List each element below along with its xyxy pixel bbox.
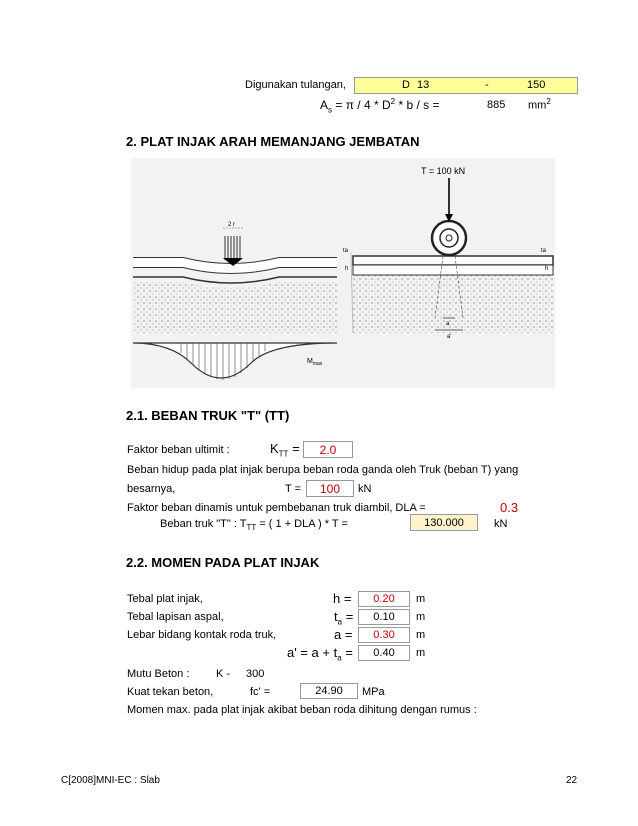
label-a-prime: a'	[447, 334, 452, 340]
t-label: T =	[285, 483, 302, 495]
row-ta-value: 0.10	[358, 609, 410, 625]
row-a-value: 0.30	[358, 627, 410, 643]
as-formula: $A_s = \pi / 4 * D^2 * b / s$ =	[320, 97, 440, 115]
as-value: 885	[487, 99, 506, 111]
t-unit: kN	[358, 483, 372, 495]
row-ta-sym: $t_a$ =	[334, 609, 354, 627]
label-h-right: h	[545, 266, 549, 272]
label-a: a	[446, 321, 450, 327]
section-2-1-title: 2.1. BEBAN TRUK "T" (TT)	[126, 408, 290, 423]
label-mmax: $M_{max}$	[307, 358, 323, 367]
bar-d: D	[402, 79, 410, 91]
fc-label: Kuat tekan beton,	[127, 686, 214, 698]
mutu-k: K -	[216, 668, 231, 680]
section-2-title: 2. PLAT INJAK ARAH MEMANJANG JEMBATAN	[126, 134, 420, 149]
row-a-sym: a =	[334, 627, 353, 642]
label-2r: 2 r	[228, 222, 236, 228]
t-value: 100	[306, 480, 354, 497]
row-aprime-value: 0.40	[358, 645, 410, 661]
beban-line2: besarnya,	[127, 483, 176, 495]
row-a-unit: m	[416, 629, 426, 641]
row-aprime-sym: $a' = a + t_a$ =	[287, 645, 353, 663]
bar-spacing: 150	[527, 79, 546, 91]
bar-size: 13	[417, 79, 430, 91]
reinforcement-label: Digunakan tulangan,	[245, 79, 346, 91]
mutu-value: 300	[246, 668, 265, 680]
momen-line: Momen max. pada plat injak akibat beban roda dihitung dengan rumus :	[127, 704, 477, 716]
page-number: 22	[566, 775, 578, 786]
as-unit: $mm^2$	[528, 97, 551, 112]
dla-label: Faktor beban dinamis untuk pembebanan truk diambil, DLA =	[127, 502, 426, 514]
label-ta-right: ta	[541, 248, 547, 254]
section-2-2-title: 2.2. MOMEN PADA PLAT INJAK	[126, 555, 320, 570]
row-h-sym: h =	[333, 591, 352, 606]
ttt-value: 130.000	[410, 514, 478, 531]
beban-line1: Beban hidup pada plat injak berupa beban roda ganda oleh Truk (beban T) yang	[127, 464, 519, 476]
fc-value: 24.90	[300, 683, 358, 699]
mutu-label: Mutu Beton :	[127, 668, 190, 680]
fc-sym: fc' =	[250, 686, 271, 698]
row-h-unit: m	[416, 593, 426, 605]
row-ta-label: Tebal lapisan aspal,	[127, 611, 224, 623]
bar-dash: -	[485, 79, 489, 91]
row-h-label: Tebal plat injak,	[127, 593, 203, 605]
slab-load-figure	[131, 158, 555, 388]
faktor-label: Faktor beban ultimit :	[127, 444, 230, 456]
footer-left: C[2008]MNI-EC : Slab	[61, 775, 160, 786]
ttt-label: Beban truk "T" : $T_{TT}$ = ( 1 + DLA ) * T =	[160, 518, 348, 533]
ttt-unit: kN	[494, 518, 508, 530]
label-h-left: h	[345, 266, 349, 272]
dla-value: 0.3	[500, 500, 519, 515]
row-ta-unit: m	[416, 611, 426, 623]
label-ta-left: ta	[343, 248, 349, 254]
row-aprime-unit: m	[416, 647, 426, 659]
ktt-value: 2.0	[303, 441, 353, 458]
truck-load-label: T = 100 kN	[421, 166, 466, 176]
fc-unit: MPa	[362, 686, 385, 698]
row-a-label: Lebar bidang kontak roda truk,	[127, 629, 277, 641]
row-h-value: 0.20	[358, 591, 410, 607]
ktt-symbol: $K_{TT}$ =	[270, 441, 300, 459]
